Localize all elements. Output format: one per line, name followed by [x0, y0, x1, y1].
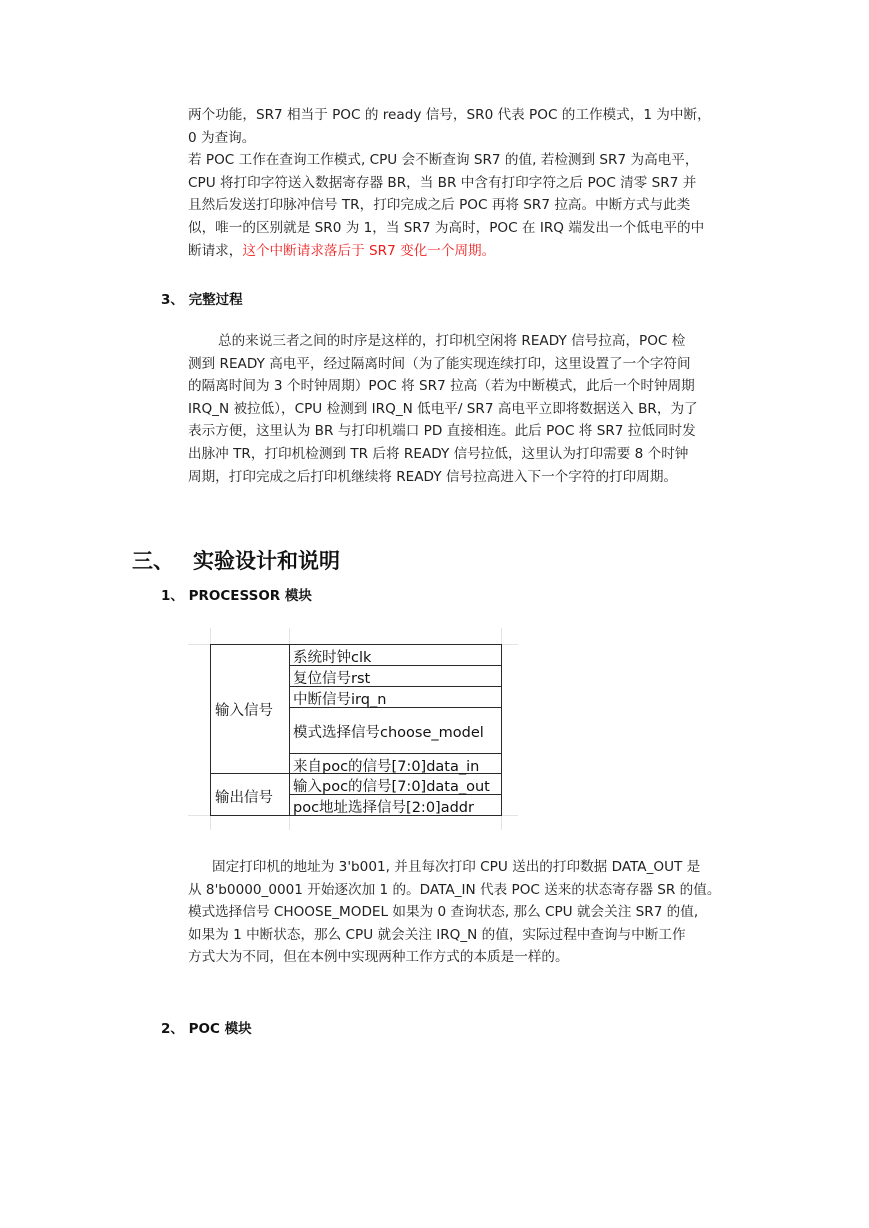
text-line: 的隔离时间为 3 个时钟周期）POC 将 SR7 拉高（若为中断模式，此后一个时钟周期: [188, 378, 695, 395]
text-line: 从 8'b0000_0001 开始逐次加 1 的。DATA_IN 代表 POC 送来的状态寄存器 SR 的值。: [188, 881, 721, 898]
output-group-label: 输出信号: [215, 790, 273, 806]
table-border: [210, 644, 211, 816]
signal-row-label: 系统时钟clk: [293, 650, 372, 666]
text-line: 且然后发送打印脉冲信号 TR，打印完成之后 POC 再将 SR7 拉高。中断方式与此类: [188, 197, 691, 214]
signal-row-label: 中断信号irq_n: [293, 692, 387, 708]
table-border: [501, 644, 502, 816]
text-line: 固定打印机的地址为 3'b001, 并且每次打印 CPU 送出的打印数据 DATA_OUT 是: [212, 859, 701, 875]
section-1-paragraph: [188, 856, 720, 969]
text-line: 若 POC 工作在查询工作模式, CPU 会不断查询 SR7 的值, 若检测到 SR7 为高电平，: [188, 152, 699, 169]
signal-row-label: 复位信号rst: [293, 671, 371, 687]
section-3-paragraph: [188, 330, 698, 488]
chapter-heading: [132, 545, 340, 575]
text-line: 方式大为不同，但在本例中实现两种工作方式的本质是一样的。: [188, 949, 569, 966]
input-group-label: 输入信号: [215, 703, 273, 719]
chapter-title: 实验设计和说明: [193, 549, 340, 573]
section-2-heading: 2、 POC 模块: [161, 1021, 252, 1037]
signal-row-label: 模式选择信号choose_model: [293, 725, 484, 741]
signal-table: [188, 628, 518, 830]
text-line: 似，唯一的区别就是 SR0 为 1，当 SR7 为高时，POC 在 IRQ 端发出一个低电平的中: [188, 219, 705, 236]
table-border: [210, 644, 502, 645]
section-3-heading: 3、 完整过程: [161, 292, 243, 308]
section-1-heading: 1、 PROCESSOR 模块: [161, 588, 312, 604]
text-line: 模式选择信号 CHOOSE_MODEL 如果为 0 查询状态, 那么 CPU 就会关注 SR7 的值,: [188, 904, 699, 921]
text-line: 测到 READY 高电平，经过隔离时间（为了能实现连续打印，这里设置了一个字符间: [188, 355, 691, 372]
text-span: 断请求，: [188, 242, 243, 259]
chapter-number: 三、: [132, 549, 174, 573]
text-line: 表示方便，这里认为 BR 与打印机端口 PD 直接相连。此后 POC 将 SR7 拉低同时发: [188, 423, 696, 440]
table-border: [289, 753, 502, 754]
text-line: 周期，打印完成之后打印机继续将 READY 信号拉高进入下一个字符的打印周期。: [188, 468, 678, 485]
text-line: 如果为 1 中断状态，那么 CPU 就会关注 IRQ_N 的值，实际过程中查询与中断工作: [188, 926, 686, 943]
text-line: 0 为查询。: [188, 129, 256, 146]
highlighted-text: 这个中断请求落后于 SR7 变化一个周期。: [242, 242, 496, 259]
signal-row-label: 来自poc的信号[7:0]data_in: [293, 759, 480, 775]
text-line: 总的来说三者之间的时序是这样的，打印机空闲将 READY 信号拉高，POC 检: [218, 333, 686, 349]
text-line: CPU 将打印字符送入数据寄存器 BR，当 BR 中含有打印字符之后 POC 清零 SR7 并: [188, 174, 697, 191]
intro-paragraph: [188, 104, 711, 262]
text-line-mixed: [188, 240, 711, 263]
signal-row-label: poc地址选择信号[2:0]addr: [293, 800, 474, 816]
table-border: [289, 644, 290, 816]
text-line: 出脉冲 TR，打印机检测到 TR 后将 READY 信号拉低，这里认为打印需要 8 个时钟: [188, 445, 689, 462]
text-line: 两个功能，SR7 相当于 POC 的 ready 信号，SR0 代表 POC 的工作模式，1 为中断，: [188, 107, 711, 123]
signal-row-label: 输入poc的信号[7:0]data_out: [293, 779, 490, 795]
text-line: IRQ_N 被拉低），CPU 检测到 IRQ_N 低电平/ SR7 高电平立即将数据送入 BR，为了: [188, 400, 698, 417]
